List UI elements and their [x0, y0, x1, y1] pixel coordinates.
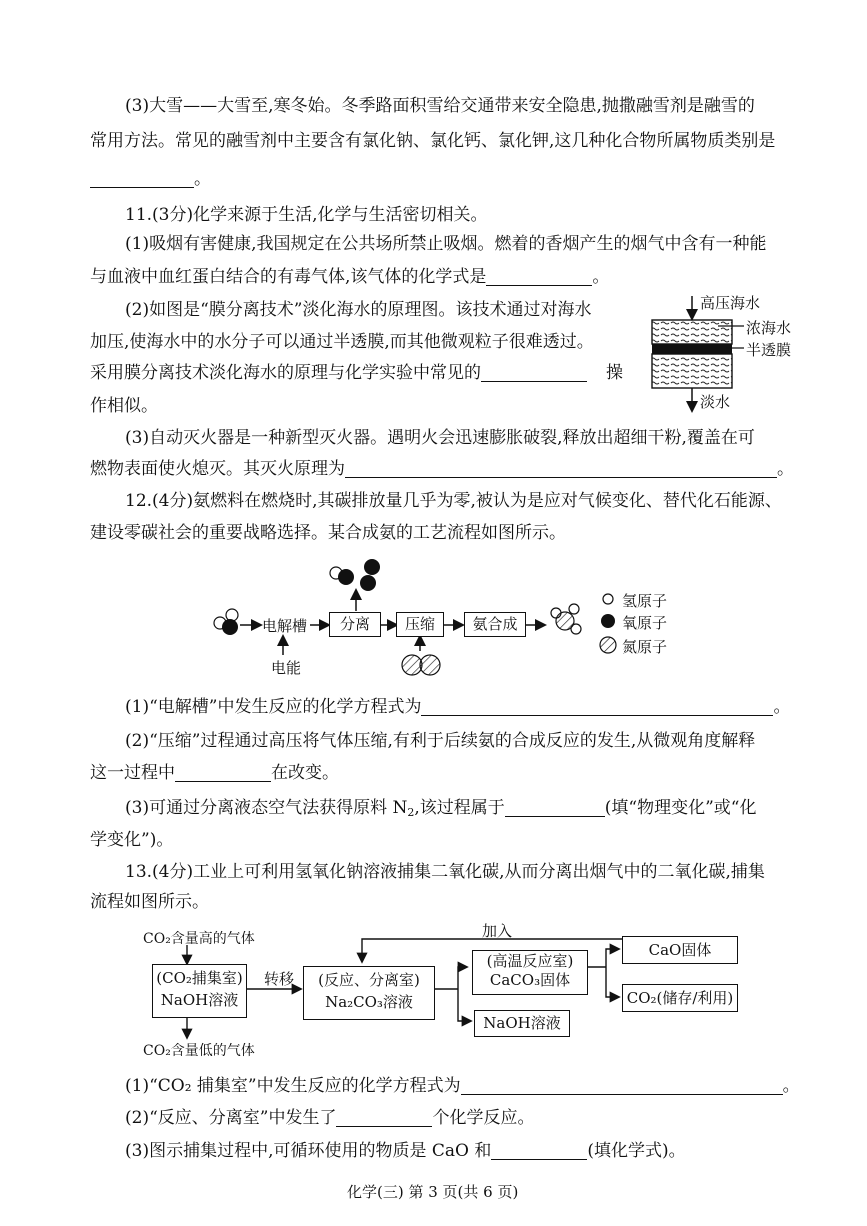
answer-blank[interactable] [505, 798, 605, 817]
box-high-temp-reaction-room: (高温反应室) CaCO₃固体 [472, 950, 588, 995]
q12-part2-line1: (2)“压缩”过程通过高压将气体压缩,有利于后续氨的合成反应的发生,从微观角度解释 [125, 731, 756, 751]
box-reaction-separation-room: (反应、分离室) Na₂CO₃溶液 [303, 966, 435, 1020]
q13-part3: (3)图示捕集过程中,可循环使用的物质是 CaO 和 (填化学式)。 [125, 1141, 686, 1161]
q12-part2-line2: 这一过程中 在改变。 [90, 763, 339, 783]
answer-blank[interactable] [345, 459, 777, 478]
label-gas-out: CO₂含量低的气体 [143, 1043, 255, 1059]
q11-part2-line3-end: 操 [606, 363, 623, 383]
q13-stem-line1: 13.(4分)工业上可利用氢氧化钠溶液捕集二氧化碳,从而分离出烟气中的二氧化碳,捕集 [125, 862, 765, 882]
q12-part3-line2: 学变化”)。 [90, 830, 174, 850]
q13-stem-line2: 流程如图所示。 [90, 892, 209, 912]
label-transfer: 转移 [264, 970, 295, 988]
answer-blank[interactable] [421, 697, 773, 716]
q11-part2-line4: 作相似。 [90, 396, 158, 416]
answer-blank[interactable] [90, 169, 194, 188]
box-separation: 分离 [329, 612, 381, 637]
q10-part3-line2: 常用方法。常见的融雪剂中主要含有氯化钠、氯化钙、氯化钾,这几种化合物所属物质类别是 [90, 131, 776, 151]
q11-stem: 11.(3分)化学来源于生活,化学与生活密切相关。 [125, 205, 488, 225]
legend-oxygen: 氧原子 [622, 614, 668, 632]
answer-blank[interactable] [481, 363, 587, 382]
q12-stem-line1: 12.(4分)氨燃料在燃烧时,其碳排放量几乎为零,被认为是应对气候变化、替代化石能源、 [125, 491, 782, 511]
fig-label-high-pressure-seawater: 高压海水 [700, 294, 761, 312]
q13-part1: (1)“CO₂ 捕集室”中发生反应的化学方程式为 。 [125, 1076, 800, 1096]
answer-blank[interactable] [491, 1141, 587, 1160]
fig-label-fresh-water: 淡水 [700, 393, 731, 411]
fig-label-membrane: 半透膜 [746, 341, 792, 359]
q11-part2-line1: (2)如图是“膜分离技术”淡化海水的原理图。该技术通过对海水 [125, 300, 592, 320]
box-compression: 压缩 [396, 612, 444, 637]
q12-stem-line2: 建设零碳社会的重要战略选择。某合成氨的工艺流程如图所示。 [90, 523, 566, 543]
legend-hydrogen: 氢原子 [622, 592, 668, 610]
legend-nitrogen: 氮原子 [622, 638, 668, 656]
q11-part2-line2: 加压,使海水中的水分子可以通过半透膜,而其他微观粒子很难透过。 [90, 332, 594, 352]
q11-part2-line3: 采用膜分离技术淡化海水的原理与化学实验中常见的 [90, 361, 587, 385]
box-ammonia-synthesis: 氨合成 [464, 612, 526, 637]
box-co2-storage: CO₂(储存/利用) [622, 984, 738, 1012]
q12-part3-line1: (3)可通过分离液态空气法获得原料 $N_2$,该过程属于 (填“物理变化”或“化 [125, 798, 757, 819]
label-gas-in: CO₂含量高的气体 [143, 931, 255, 947]
box-capture-room: (CO₂捕集室) NaOH溶液 [152, 964, 247, 1018]
box-cao-solid: CaO固体 [622, 936, 738, 964]
q10-part3-line3: 。 [90, 167, 211, 191]
label-electricity: 电能 [271, 659, 302, 677]
q12-part1: (1)“电解槽”中发生反应的化学方程式为 。 [125, 697, 791, 717]
q13-part2: (2)“反应、分离室”中发生了 个化学反应。 [125, 1108, 535, 1128]
answer-blank[interactable] [336, 1108, 432, 1127]
q11-part1-line1: (1)吸烟有害健康,我国规定在公共场所禁止吸烟。燃着的香烟产生的烟气中含有一种能 [125, 234, 767, 254]
answer-blank[interactable] [461, 1076, 783, 1095]
answer-blank[interactable] [486, 267, 592, 286]
q11-part3-line1: (3)自动灭火器是一种新型灭火器。遇明火会迅速膨胀破裂,释放出超细干粉,覆盖在可 [125, 428, 755, 448]
page-footer: 化学(三) 第 3 页(共 6 页) [347, 1183, 519, 1201]
label-electrolyzer: 电解槽 [262, 617, 308, 635]
answer-blank[interactable] [175, 763, 271, 782]
box-naoh-solution: NaOH溶液 [474, 1010, 570, 1037]
label-add: 加入 [482, 922, 513, 940]
q11-part1-line2: 与血液中血红蛋白结合的有毒气体,该气体的化学式是 。 [90, 267, 610, 287]
q11-part3-line2: 燃物表面使火熄灭。其灭火原理为 。 [90, 459, 794, 479]
fig-label-brine: 浓海水 [746, 319, 792, 337]
q10-part3-line1: (3)大雪——大雪至,寒冬始。冬季路面积雪给交通带来安全隐患,抛撒融雪剂是融雪的 [125, 96, 755, 116]
